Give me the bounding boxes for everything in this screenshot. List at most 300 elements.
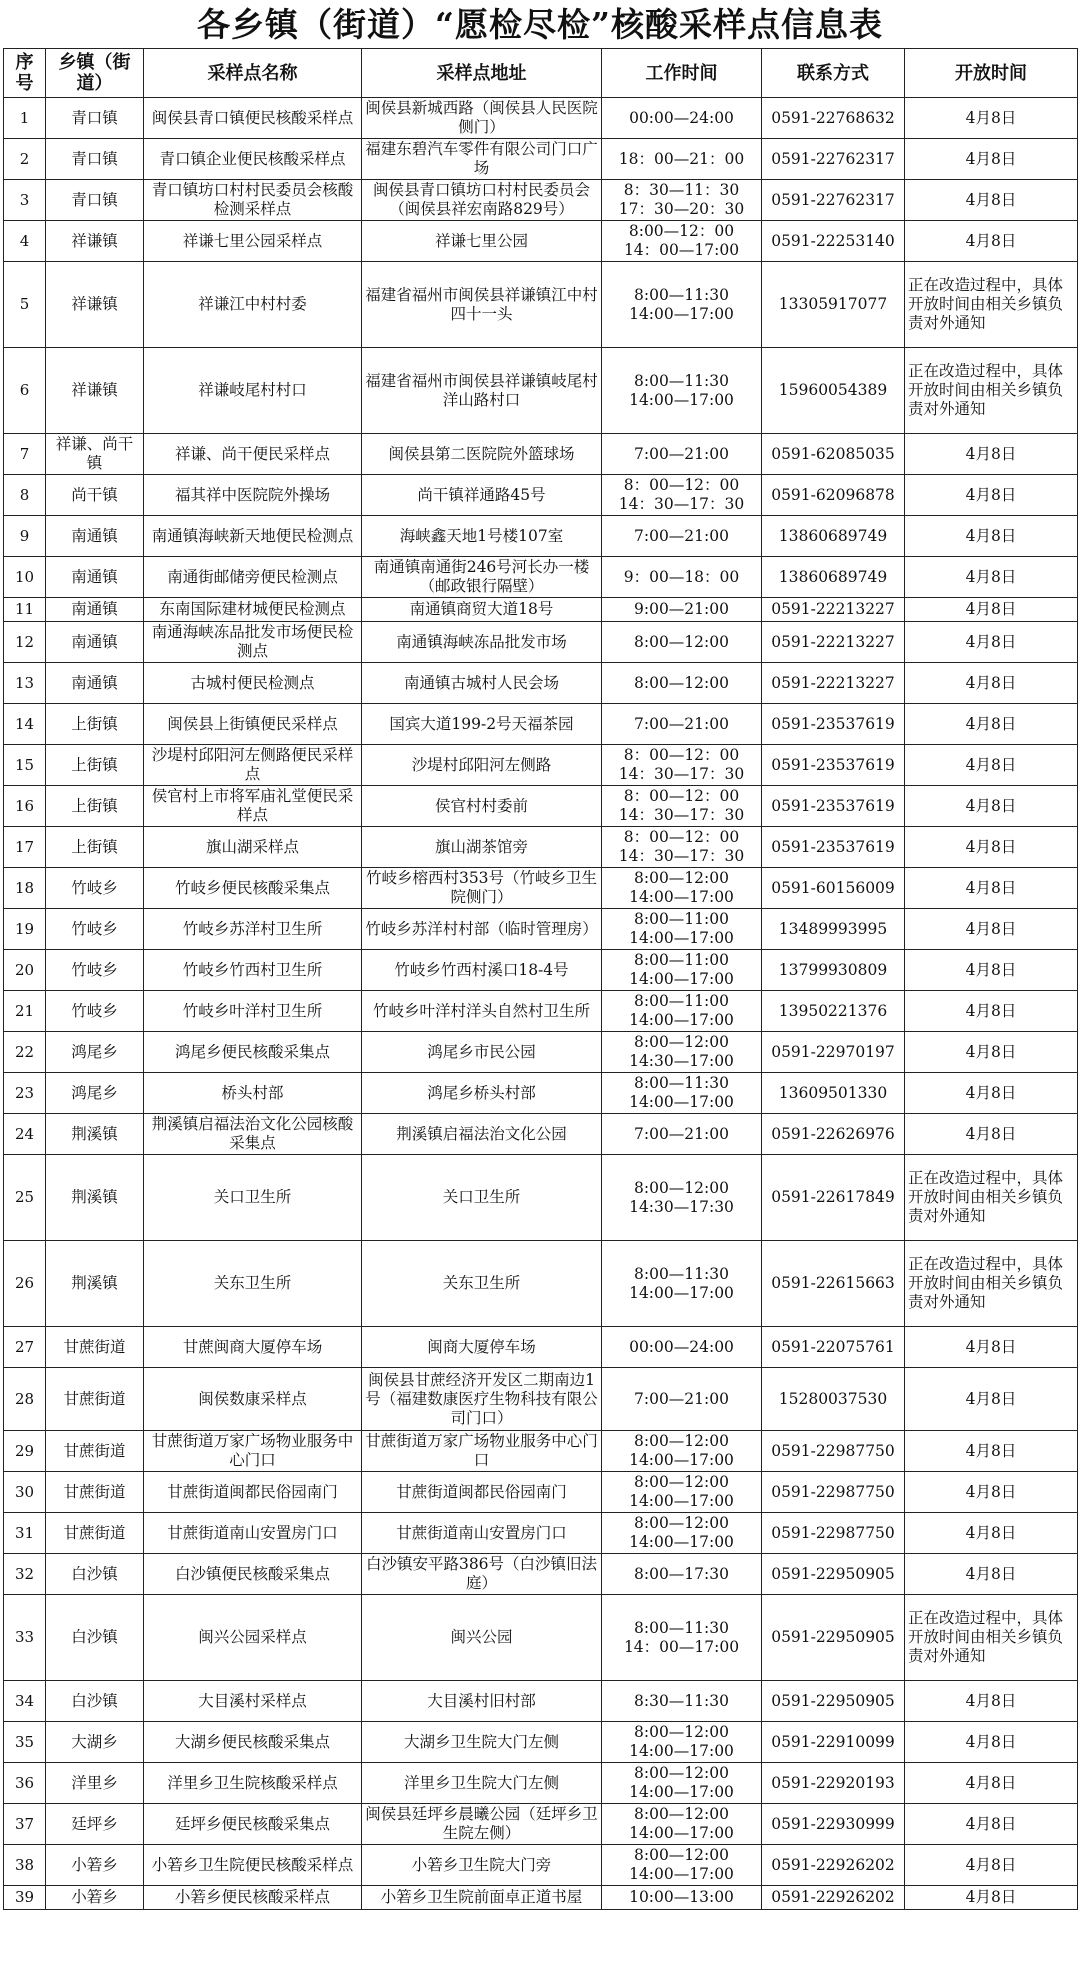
row-township: 白沙镇 — [46, 1681, 144, 1722]
row-work-hours: 8:00—11:30 14:00—17:00 — [602, 1241, 762, 1327]
row-open-date: 4月8日 — [905, 868, 1078, 909]
row-site-name: 小箬乡便民核酸采样点 — [144, 1886, 362, 1910]
row-township: 上街镇 — [46, 827, 144, 868]
row-contact: 0591-22213227 — [762, 622, 905, 663]
row-site-name: 闽侯县上街镇便民采样点 — [144, 704, 362, 745]
row-contact: 13305917077 — [762, 262, 905, 348]
row-contact: 0591-22075761 — [762, 1327, 905, 1368]
row-site-name: 福其祥中医院院外操场 — [144, 475, 362, 516]
row-open-date: 4月8日 — [905, 704, 1078, 745]
row-open-date: 4月8日 — [905, 598, 1078, 622]
row-open-date: 4月8日 — [905, 663, 1078, 704]
table-row — [4, 1241, 1078, 1327]
row-work-hours: 8:00—12:00 14:30—17:30 — [602, 1155, 762, 1241]
row-site-name: 南通海峡冻品批发市场便民检测点 — [144, 622, 362, 663]
table-row — [4, 180, 1078, 221]
row-township: 祥谦镇 — [46, 348, 144, 434]
row-site-name: 小箬乡卫生院便民核酸采样点 — [144, 1845, 362, 1886]
row-work-hours: 10:00—13:00 — [602, 1886, 762, 1910]
row-index: 17 — [4, 827, 46, 868]
row-open-date: 正在改造过程中，具体开放时间由相关乡镇负责对外通知 — [905, 262, 1078, 348]
row-site-address: 关口卫生所 — [362, 1155, 602, 1241]
row-site-address: 竹岐乡叶洋村洋头自然村卫生所 — [362, 991, 602, 1032]
row-site-name: 南通街邮储旁便民检测点 — [144, 557, 362, 598]
row-index: 35 — [4, 1722, 46, 1763]
row-site-address: 白沙镇安平路386号（白沙镇旧法庭） — [362, 1554, 602, 1595]
row-open-date: 4月8日 — [905, 1032, 1078, 1073]
row-work-hours: 8:00—11:00 14:00—17:00 — [602, 950, 762, 991]
row-township: 南通镇 — [46, 557, 144, 598]
row-site-address: 闽兴公园 — [362, 1595, 602, 1681]
row-site-name: 青口镇坊口村村民委员会核酸检测采样点 — [144, 180, 362, 221]
page-title: 各乡镇（街道）“愿检尽检”核酸采样点信息表 — [197, 5, 883, 44]
row-work-hours: 7:00—21:00 — [602, 1368, 762, 1431]
row-site-name: 甘蔗街道闽都民俗园南门 — [144, 1472, 362, 1513]
table-row — [4, 868, 1078, 909]
table-row — [4, 950, 1078, 991]
row-site-name: 祥谦、尚干便民采样点 — [144, 434, 362, 475]
row-township: 鸿尾乡 — [46, 1032, 144, 1073]
row-contact: 13860689749 — [762, 557, 905, 598]
row-index: 25 — [4, 1155, 46, 1241]
row-site-name: 洋里乡卫生院核酸采样点 — [144, 1763, 362, 1804]
row-work-hours: 8:00—17:30 — [602, 1554, 762, 1595]
row-open-date: 4月8日 — [905, 139, 1078, 180]
row-contact: 13489993995 — [762, 909, 905, 950]
row-contact: 0591-22926202 — [762, 1886, 905, 1910]
table-row — [4, 475, 1078, 516]
row-township: 竹岐乡 — [46, 868, 144, 909]
row-township: 祥谦镇 — [46, 221, 144, 262]
row-index: 13 — [4, 663, 46, 704]
row-index: 21 — [4, 991, 46, 1032]
header-site-name: 采样点名称 — [144, 49, 362, 98]
row-township: 尚干镇 — [46, 475, 144, 516]
row-index: 5 — [4, 262, 46, 348]
table-row — [4, 434, 1078, 475]
row-open-date: 正在改造过程中，具体开放时间由相关乡镇负责对外通知 — [905, 1155, 1078, 1241]
row-index: 32 — [4, 1554, 46, 1595]
table-row — [4, 622, 1078, 663]
row-site-name: 青口镇企业便民核酸采样点 — [144, 139, 362, 180]
row-site-name: 竹岐乡竹西村卫生所 — [144, 950, 362, 991]
row-work-hours: 8:00—12：00 14：00—17:00 — [602, 221, 762, 262]
row-contact: 15280037530 — [762, 1368, 905, 1431]
table-row — [4, 1032, 1078, 1073]
row-township: 白沙镇 — [46, 1554, 144, 1595]
row-open-date: 4月8日 — [905, 98, 1078, 139]
row-index: 37 — [4, 1804, 46, 1845]
row-site-address: 福建省福州市闽侯县祥谦镇江中村四十一头 — [362, 262, 602, 348]
row-site-address: 鸿尾乡市民公园 — [362, 1032, 602, 1073]
row-work-hours: 18：00—21：00 — [602, 139, 762, 180]
table-row — [4, 745, 1078, 786]
row-site-address: 甘蔗街道闽都民俗园南门 — [362, 1472, 602, 1513]
row-index: 38 — [4, 1845, 46, 1886]
row-open-date: 正在改造过程中，具体开放时间由相关乡镇负责对外通知 — [905, 1241, 1078, 1327]
row-open-date: 4月8日 — [905, 827, 1078, 868]
row-open-date: 4月8日 — [905, 991, 1078, 1032]
row-township: 小箬乡 — [46, 1886, 144, 1910]
table-row — [4, 1327, 1078, 1368]
row-township: 祥谦、尚干镇 — [46, 434, 144, 475]
row-open-date: 4月8日 — [905, 1431, 1078, 1472]
table-row — [4, 1114, 1078, 1155]
row-open-date: 4月8日 — [905, 1513, 1078, 1554]
row-work-hours: 8:00—12:00 14:00—17:00 — [602, 1763, 762, 1804]
row-site-address: 南通镇南通街246号河长办一楼（邮政银行隔壁） — [362, 557, 602, 598]
row-township: 青口镇 — [46, 180, 144, 221]
row-index: 34 — [4, 1681, 46, 1722]
row-index: 15 — [4, 745, 46, 786]
row-contact: 13609501330 — [762, 1073, 905, 1114]
row-index: 14 — [4, 704, 46, 745]
row-work-hours: 8:00—11:30 14:00—17:00 — [602, 262, 762, 348]
row-site-name: 甘蔗街道万家广场物业服务中心门口 — [144, 1431, 362, 1472]
row-open-date: 4月8日 — [905, 1554, 1078, 1595]
row-site-name: 古城村便民检测点 — [144, 663, 362, 704]
row-contact: 13799930809 — [762, 950, 905, 991]
row-site-address: 南通镇海峡冻品批发市场 — [362, 622, 602, 663]
row-index: 31 — [4, 1513, 46, 1554]
row-contact: 0591-22987750 — [762, 1472, 905, 1513]
row-contact: 0591-22213227 — [762, 663, 905, 704]
row-township: 甘蔗街道 — [46, 1472, 144, 1513]
row-contact: 0591-23537619 — [762, 827, 905, 868]
row-index: 11 — [4, 598, 46, 622]
header-site-address: 采样点地址 — [362, 49, 602, 98]
table-row — [4, 598, 1078, 622]
row-township: 南通镇 — [46, 598, 144, 622]
table-row — [4, 1073, 1078, 1114]
table-row — [4, 1368, 1078, 1431]
row-index: 29 — [4, 1431, 46, 1472]
row-site-name: 廷坪乡便民核酸采集点 — [144, 1804, 362, 1845]
row-work-hours: 8:30—11:30 — [602, 1681, 762, 1722]
row-site-address: 福建省福州市闽侯县祥谦镇岐尾村洋山路村口 — [362, 348, 602, 434]
row-work-hours: 8:00—11:30 14:00—17:00 — [602, 348, 762, 434]
row-index: 33 — [4, 1595, 46, 1681]
row-work-hours: 8:00—12:00 — [602, 663, 762, 704]
table-row — [4, 348, 1078, 434]
table-row — [4, 98, 1078, 139]
row-index: 24 — [4, 1114, 46, 1155]
row-site-address: 祥谦七里公园 — [362, 221, 602, 262]
row-open-date: 4月8日 — [905, 1073, 1078, 1114]
row-open-date: 4月8日 — [905, 786, 1078, 827]
row-index: 18 — [4, 868, 46, 909]
row-contact: 0591-22950905 — [762, 1595, 905, 1681]
row-site-address: 竹岐乡竹西村溪口18-4号 — [362, 950, 602, 991]
row-index: 3 — [4, 180, 46, 221]
row-contact: 0591-22950905 — [762, 1681, 905, 1722]
row-site-address: 洋里乡卫生院大门左侧 — [362, 1763, 602, 1804]
table-row — [4, 1722, 1078, 1763]
row-site-address: 旗山湖茶馆旁 — [362, 827, 602, 868]
table-row — [4, 1804, 1078, 1845]
row-site-name: 闽兴公园采样点 — [144, 1595, 362, 1681]
row-open-date: 正在改造过程中，具体开放时间由相关乡镇负责对外通知 — [905, 1595, 1078, 1681]
row-site-address: 南通镇古城村人民会场 — [362, 663, 602, 704]
row-site-name: 甘蔗闽商大厦停车场 — [144, 1327, 362, 1368]
row-contact: 0591-62085035 — [762, 434, 905, 475]
row-site-name: 祥谦七里公园采样点 — [144, 221, 362, 262]
row-contact: 0591-22768632 — [762, 98, 905, 139]
row-site-address: 闽侯县青口镇坊口村村民委员会（闽侯县祥宏南路829号） — [362, 180, 602, 221]
row-site-name: 闽侯县青口镇便民核酸采样点 — [144, 98, 362, 139]
row-work-hours: 8:00—12:00 14:00—17:00 — [602, 1722, 762, 1763]
row-site-name: 桥头村部 — [144, 1073, 362, 1114]
row-site-address: 闽侯县廷坪乡晨曦公园（廷坪乡卫生院左侧） — [362, 1804, 602, 1845]
row-index: 19 — [4, 909, 46, 950]
row-work-hours: 8：00—12：00 14：30—17：30 — [602, 827, 762, 868]
row-contact: 0591-23537619 — [762, 745, 905, 786]
row-index: 36 — [4, 1763, 46, 1804]
row-township: 甘蔗街道 — [46, 1368, 144, 1431]
row-contact: 0591-22762317 — [762, 139, 905, 180]
row-open-date: 4月8日 — [905, 434, 1078, 475]
header-open-date: 开放时间 — [905, 49, 1078, 98]
row-site-address: 沙堤村邱阳河左侧路 — [362, 745, 602, 786]
row-index: 26 — [4, 1241, 46, 1327]
row-work-hours: 8:00—12:00 14:00—17:00 — [602, 1472, 762, 1513]
row-open-date: 4月8日 — [905, 1763, 1078, 1804]
row-site-address: 侯官村村委前 — [362, 786, 602, 827]
row-work-hours: 8:00—12:00 — [602, 622, 762, 663]
row-open-date: 4月8日 — [905, 1886, 1078, 1910]
row-open-date: 4月8日 — [905, 221, 1078, 262]
row-index: 1 — [4, 98, 46, 139]
row-contact: 0591-22930999 — [762, 1804, 905, 1845]
table-row — [4, 1155, 1078, 1241]
row-site-name: 东南国际建材城便民检测点 — [144, 598, 362, 622]
table-row — [4, 704, 1078, 745]
row-contact: 0591-22950905 — [762, 1554, 905, 1595]
row-site-name: 沙堤村邱阳河左侧路便民采样点 — [144, 745, 362, 786]
row-index: 39 — [4, 1886, 46, 1910]
row-open-date: 4月8日 — [905, 950, 1078, 991]
row-work-hours: 8：00—12：00 14：30—17：30 — [602, 745, 762, 786]
row-work-hours: 8:00—12:00 14:00—17:00 — [602, 868, 762, 909]
row-index: 8 — [4, 475, 46, 516]
table-row — [4, 1554, 1078, 1595]
table-row — [4, 909, 1078, 950]
row-index: 23 — [4, 1073, 46, 1114]
row-contact: 0591-23537619 — [762, 704, 905, 745]
row-site-name: 南通镇海峡新天地便民检测点 — [144, 516, 362, 557]
row-work-hours: 00:00—24:00 — [602, 98, 762, 139]
row-site-address: 小箬乡卫生院大门旁 — [362, 1845, 602, 1886]
header-township: 乡镇（街道） — [46, 49, 144, 98]
row-site-name: 荆溪镇启福法治文化公园核酸采集点 — [144, 1114, 362, 1155]
row-open-date: 4月8日 — [905, 1472, 1078, 1513]
row-index: 20 — [4, 950, 46, 991]
row-contact: 0591-22910099 — [762, 1722, 905, 1763]
row-index: 12 — [4, 622, 46, 663]
row-contact: 0591-22987750 — [762, 1513, 905, 1554]
row-township: 廷坪乡 — [46, 1804, 144, 1845]
row-site-name: 大目溪村采样点 — [144, 1681, 362, 1722]
row-open-date: 4月8日 — [905, 622, 1078, 663]
table-row — [4, 1763, 1078, 1804]
row-township: 大湖乡 — [46, 1722, 144, 1763]
row-open-date: 4月8日 — [905, 1681, 1078, 1722]
row-open-date: 4月8日 — [905, 516, 1078, 557]
row-open-date: 4月8日 — [905, 180, 1078, 221]
row-site-name: 侯官村上市将军庙礼堂便民采样点 — [144, 786, 362, 827]
table-row — [4, 1595, 1078, 1681]
row-index: 30 — [4, 1472, 46, 1513]
header-row — [4, 49, 1078, 98]
row-site-address: 南通镇商贸大道18号 — [362, 598, 602, 622]
row-index: 28 — [4, 1368, 46, 1431]
row-site-address: 竹岐乡榕西村353号（竹岐乡卫生院侧门） — [362, 868, 602, 909]
row-open-date: 4月8日 — [905, 1327, 1078, 1368]
row-site-address: 竹岐乡苏洋村村部（临时管理房） — [362, 909, 602, 950]
row-contact: 13860689749 — [762, 516, 905, 557]
row-township: 青口镇 — [46, 98, 144, 139]
header-work-hours: 工作时间 — [602, 49, 762, 98]
row-site-address: 小箬乡卫生院前面卓正道书屋 — [362, 1886, 602, 1910]
row-work-hours: 7:00—21:00 — [602, 704, 762, 745]
row-site-name: 关东卫生所 — [144, 1241, 362, 1327]
row-site-address: 大目溪村旧村部 — [362, 1681, 602, 1722]
row-site-address: 海峡鑫天地1号楼107室 — [362, 516, 602, 557]
table-row — [4, 1513, 1078, 1554]
row-open-date: 4月8日 — [905, 1722, 1078, 1763]
row-township: 甘蔗街道 — [46, 1327, 144, 1368]
row-site-name: 祥谦岐尾村村口 — [144, 348, 362, 434]
row-open-date: 4月8日 — [905, 909, 1078, 950]
row-open-date: 4月8日 — [905, 745, 1078, 786]
row-site-name: 大湖乡便民核酸采集点 — [144, 1722, 362, 1763]
row-site-address: 国宾大道199-2号天福茶园 — [362, 704, 602, 745]
row-open-date: 4月8日 — [905, 557, 1078, 598]
table-row — [4, 516, 1078, 557]
row-work-hours: 7:00—21:00 — [602, 516, 762, 557]
row-contact: 0591-22970197 — [762, 1032, 905, 1073]
row-index: 27 — [4, 1327, 46, 1368]
row-contact: 13950221376 — [762, 991, 905, 1032]
row-township: 青口镇 — [46, 139, 144, 180]
table-row — [4, 1845, 1078, 1886]
row-site-name: 鸿尾乡便民核酸采集点 — [144, 1032, 362, 1073]
row-work-hours: 8：00—12：00 14：30—17：30 — [602, 475, 762, 516]
row-open-date: 4月8日 — [905, 1804, 1078, 1845]
table-row — [4, 991, 1078, 1032]
table-row — [4, 557, 1078, 598]
row-open-date: 4月8日 — [905, 1845, 1078, 1886]
table-row — [4, 1431, 1078, 1472]
row-township: 上街镇 — [46, 786, 144, 827]
row-township: 竹岐乡 — [46, 991, 144, 1032]
row-township: 荆溪镇 — [46, 1241, 144, 1327]
row-site-name: 竹岐乡叶洋村卫生所 — [144, 991, 362, 1032]
row-township: 白沙镇 — [46, 1595, 144, 1681]
row-site-name: 旗山湖采样点 — [144, 827, 362, 868]
row-work-hours: 8:00—11:00 14:00—17:00 — [602, 909, 762, 950]
row-index: 4 — [4, 221, 46, 262]
row-work-hours: 8:00—12:00 14:00—17:00 — [602, 1431, 762, 1472]
table-row — [4, 786, 1078, 827]
row-site-address: 甘蔗街道万家广场物业服务中心门口 — [362, 1431, 602, 1472]
row-township: 上街镇 — [46, 745, 144, 786]
row-work-hours: 8:00—11:30 14:00—17:00 — [602, 1073, 762, 1114]
row-index: 10 — [4, 557, 46, 598]
row-site-address: 鸿尾乡桥头村部 — [362, 1073, 602, 1114]
header-contact: 联系方式 — [762, 49, 905, 98]
row-work-hours: 7:00—21:00 — [602, 1114, 762, 1155]
row-township: 竹岐乡 — [46, 909, 144, 950]
row-contact: 0591-23537619 — [762, 786, 905, 827]
row-work-hours: 7:00—21:00 — [602, 434, 762, 475]
row-work-hours: 8:00—11:00 14:00—17:00 — [602, 991, 762, 1032]
row-site-address: 闽侯县第二医院院外篮球场 — [362, 434, 602, 475]
row-township: 小箬乡 — [46, 1845, 144, 1886]
row-index: 9 — [4, 516, 46, 557]
row-township: 洋里乡 — [46, 1763, 144, 1804]
row-contact: 0591-22615663 — [762, 1241, 905, 1327]
row-site-address: 荆溪镇启福法治文化公园 — [362, 1114, 602, 1155]
row-township: 南通镇 — [46, 622, 144, 663]
row-work-hours: 8:00—12:00 14:30—17:00 — [602, 1032, 762, 1073]
row-township: 竹岐乡 — [46, 950, 144, 991]
row-site-name: 祥谦江中村村委 — [144, 262, 362, 348]
table-row — [4, 1472, 1078, 1513]
row-site-address: 关东卫生所 — [362, 1241, 602, 1327]
row-work-hours: 8:00—12:00 14:00—17:00 — [602, 1513, 762, 1554]
row-township: 荆溪镇 — [46, 1155, 144, 1241]
row-work-hours: 8：30—11：30 17：30—20：30 — [602, 180, 762, 221]
row-site-name: 竹岐乡便民核酸采集点 — [144, 868, 362, 909]
row-index: 2 — [4, 139, 46, 180]
table-row — [4, 139, 1078, 180]
row-contact: 0591-22253140 — [762, 221, 905, 262]
row-site-address: 大湖乡卫生院大门左侧 — [362, 1722, 602, 1763]
table-row — [4, 1886, 1078, 1910]
row-work-hours: 8:00—12:00 14:00—17:00 — [602, 1845, 762, 1886]
row-open-date: 4月8日 — [905, 1368, 1078, 1431]
row-site-address: 尚干镇祥通路45号 — [362, 475, 602, 516]
table-row — [4, 262, 1078, 348]
row-open-date: 4月8日 — [905, 475, 1078, 516]
row-site-name: 白沙镇便民核酸采集点 — [144, 1554, 362, 1595]
row-index: 7 — [4, 434, 46, 475]
row-work-hours: 8:00—11:30 14：00—17:00 — [602, 1595, 762, 1681]
row-site-name: 甘蔗街道南山安置房门口 — [144, 1513, 362, 1554]
row-contact: 0591-62096878 — [762, 475, 905, 516]
row-site-address: 闽商大厦停车场 — [362, 1327, 602, 1368]
row-township: 甘蔗街道 — [46, 1431, 144, 1472]
row-township: 甘蔗街道 — [46, 1513, 144, 1554]
row-site-address: 福建东碧汽车零件有限公司门口广场 — [362, 139, 602, 180]
row-index: 22 — [4, 1032, 46, 1073]
row-work-hours: 00:00—24:00 — [602, 1327, 762, 1368]
row-work-hours: 8:00—12:00 14:00—17:00 — [602, 1804, 762, 1845]
table-row — [4, 221, 1078, 262]
table-row — [4, 827, 1078, 868]
row-contact: 0591-22987750 — [762, 1431, 905, 1472]
row-contact: 0591-22626976 — [762, 1114, 905, 1155]
row-work-hours: 9:00—21:00 — [602, 598, 762, 622]
row-index: 16 — [4, 786, 46, 827]
row-site-name: 闽侯数康采样点 — [144, 1368, 362, 1431]
row-open-date: 4月8日 — [905, 1114, 1078, 1155]
row-site-address: 闽侯县新城西路（闽侯县人民医院侧门） — [362, 98, 602, 139]
row-contact: 0591-22617849 — [762, 1155, 905, 1241]
row-township: 上街镇 — [46, 704, 144, 745]
row-contact: 0591-22213227 — [762, 598, 905, 622]
